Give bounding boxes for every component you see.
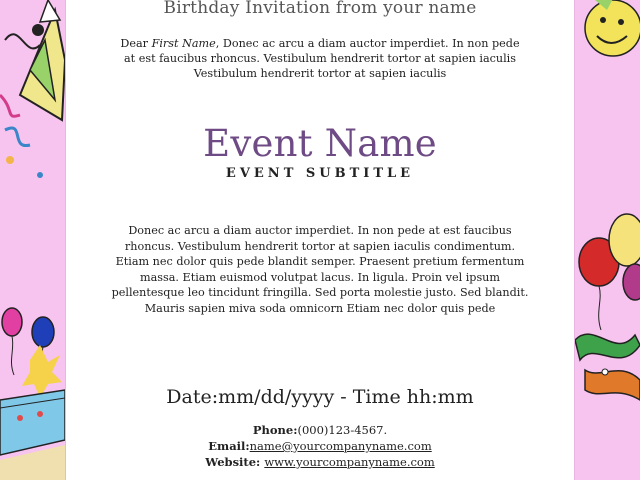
balloon-icon bbox=[2, 308, 62, 398]
contact-block bbox=[66, 422, 574, 470]
website-label: Website: bbox=[205, 455, 265, 469]
intro-greeting: Dear bbox=[120, 37, 152, 50]
event-description: Donec ac arcu a diam auctor imperdiet. In non pede at est faucibus rhoncus. Vestibulum hendrerit tortor at sapien iaculis condimentum. Etiam nec dolor quis pede blandit semper. Praesent pretium fermentum massa. Etiam euismod volutpat lacus. In ligula. Proin vel ipsum pellentesque leo tincidunt fringilla. Sed porta molestie justo. Sed blandit. Mauris sapien miva soda omnicorn Etiam nec dolor quis pede bbox=[111, 224, 529, 315]
party-hat-icon bbox=[5, 0, 65, 120]
smiley-face-icon bbox=[585, 0, 640, 56]
party-blower-icon bbox=[575, 334, 640, 400]
streamer-icon bbox=[0, 95, 43, 178]
email-label: Email: bbox=[208, 439, 250, 453]
invitation-card bbox=[65, 0, 575, 480]
left-decorative-border bbox=[0, 0, 65, 480]
balloon-icon bbox=[579, 214, 640, 330]
website-link[interactable]: www.yourcompanyname.com bbox=[264, 455, 435, 469]
event-subtitle: EVENT SUBTITLE bbox=[225, 166, 415, 181]
right-decorative-border bbox=[575, 0, 640, 480]
invitation-header-title: Birthday Invitation from your name bbox=[163, 0, 477, 18]
email-line bbox=[66, 438, 574, 454]
website-line bbox=[66, 454, 574, 470]
intro-paragraph bbox=[116, 36, 524, 81]
phone-line bbox=[66, 422, 574, 438]
event-name: Event Name bbox=[203, 122, 437, 165]
intro-text: , Donec ac arcu a diam auctor imperdiet. In non pede at est faucibus rhoncus. Vestibulum hendrerit tortor at sapien iaculis Vestibulum hendrerit tortor at sapien iaculis bbox=[123, 37, 520, 80]
email-link[interactable]: name@yourcompanyname.com bbox=[249, 439, 432, 453]
cake-icon bbox=[0, 390, 65, 480]
event-datetime: Date:mm/dd/yyyy - Time hh:mm bbox=[166, 386, 474, 408]
phone-value: (000)123-4567. bbox=[297, 423, 388, 437]
intro-first-name: First Name bbox=[151, 37, 216, 50]
phone-label: Phone: bbox=[252, 423, 298, 437]
